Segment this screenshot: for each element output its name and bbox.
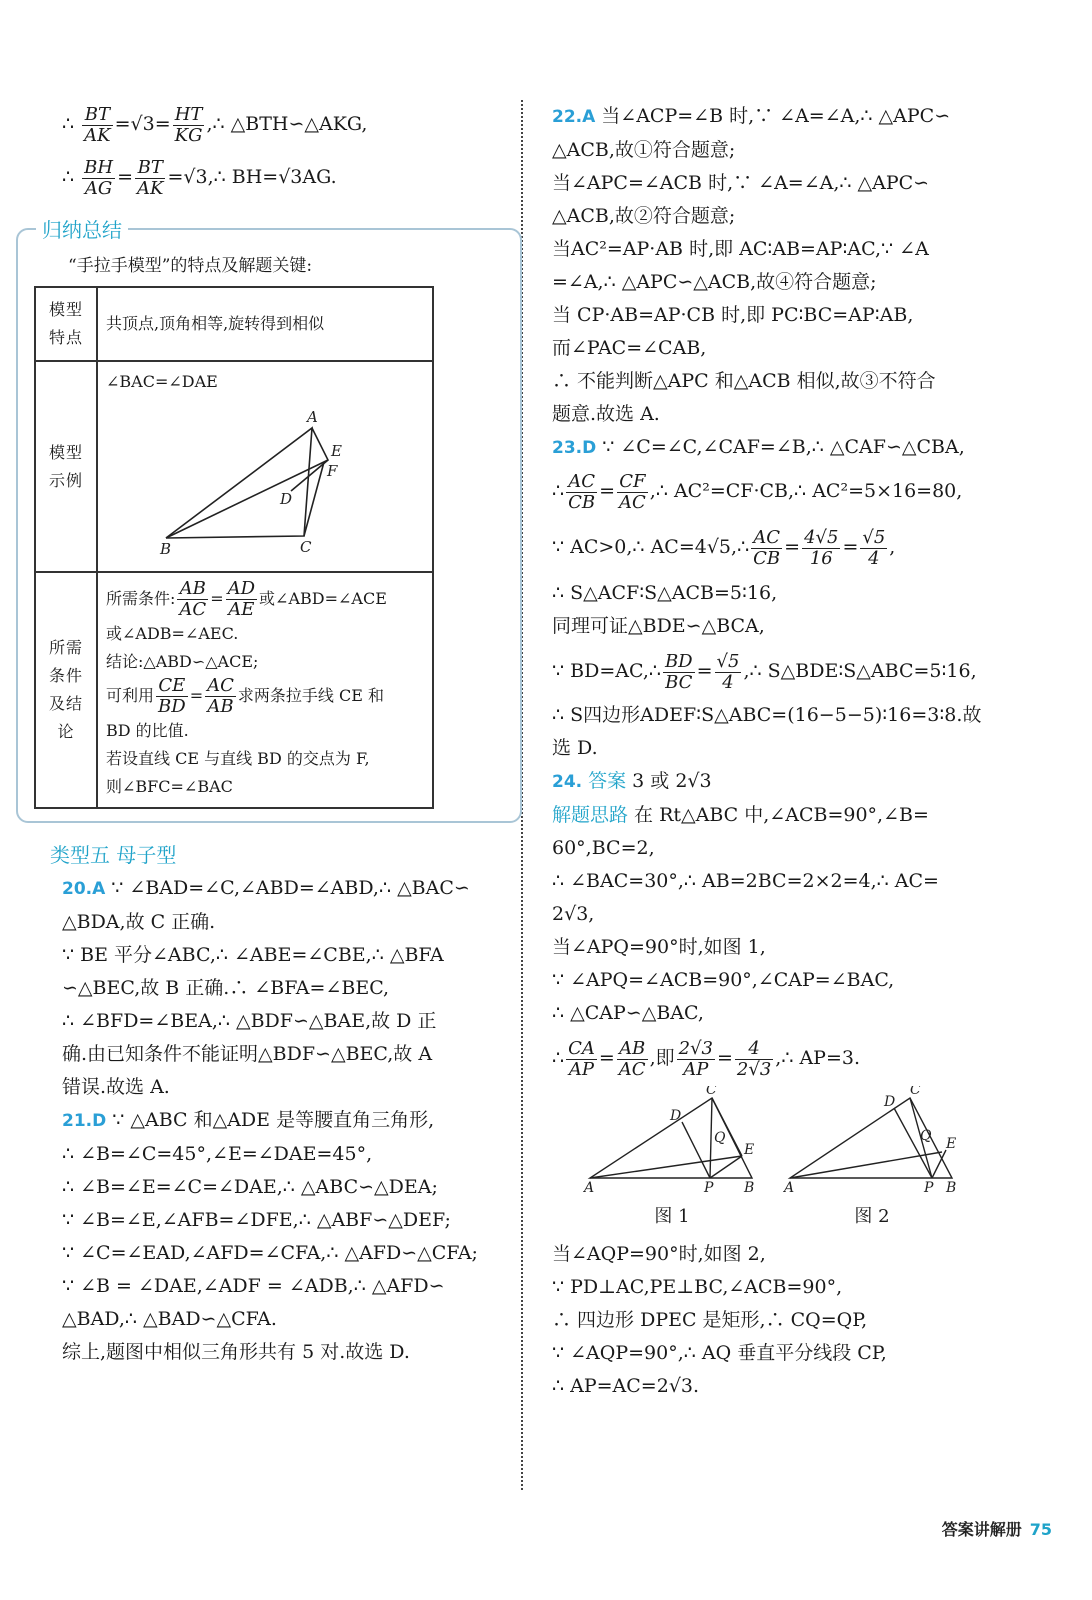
svg-text:C: C [910, 1086, 921, 1098]
footer-label: 答案讲解册 [941, 1520, 1022, 1539]
svg-text:E: E [946, 1136, 957, 1152]
figure-2-diagram [782, 1086, 962, 1196]
question-number: 23.D [552, 438, 597, 458]
svg-text:B: B [744, 1180, 755, 1196]
svg-text:P: P [704, 1180, 714, 1196]
question-number: 22.A [552, 107, 596, 127]
svg-text:A: A [784, 1180, 795, 1196]
question-number: 24. [552, 772, 583, 792]
fraction: $\frac{BT}{AK}$ [84, 103, 111, 146]
fraction: $\frac{CF}{AC}$ [619, 470, 646, 513]
fraction: $\frac{AC}{AB}$ [207, 675, 234, 717]
fraction: $\frac{AD}{AE}$ [227, 578, 256, 620]
question-23: 23.D ∵ ∠C=∠C,∠CAF=∠B,∴ △CAF∽△CBA, ∴ $\frac{AC}{CB}$ = $\frac{CF}{AC}$ ,∴ AC²=CF·CB,∴ AC²=5×16=80, ∵ AC>0,∴ AC=4√5,∴ $\frac{AC}{CB}$ = $\frac{4√5}{16}$ = $\frac{√5}{4}$ , ∴ S△ACF∶S△ACB=5∶16, 同理可证△BDE∽△BCA, ∵ BD=AC,∴ $\frac{BD}{BC}$ = $\frac{√5}{4}$ ,∴ S△BDE∶S△ABC=5∶16, ∴ S四边形ADEF∶S△ABC=(16−5−5)∶16=3∶8.故 选 D. [552, 436, 982, 759]
model-table [34, 286, 434, 809]
question-20: 20.A ∵ ∠BAD=∠C,∠ABD=∠ABD,∴ △BAC∽ △BDA,故 C 正确. ∵ BE 平分∠ABC,∴ ∠ABE=∠CBE,∴ △BFA ∽△BEC,故 B 正确.∴ ∠BFA=∠BEC, ∴ ∠BFD=∠BEA,∴ △BDF∽△BAE,故 D 正 确.由已知条件不能证明△BDF∽△BEC,故 A 错误.故选 A. [62, 877, 470, 1098]
svg-text:B: B [946, 1180, 957, 1196]
idea-label: 解题思路 [552, 804, 629, 826]
fraction: $\frac{BD}{BC}$ [664, 650, 693, 693]
svg-text:Q: Q [920, 1128, 932, 1144]
triangle-abc [166, 428, 312, 538]
fraction: $\frac{√5}{4}$ [716, 650, 740, 693]
figure-1 [582, 1086, 762, 1228]
answer-label: 答案 [588, 770, 627, 792]
label-b: B [160, 540, 172, 556]
fraction: $\frac{2√3}{AP}$ [678, 1037, 713, 1080]
table-row [35, 287, 433, 361]
fraction: $\frac{√5}{4}$ [862, 526, 886, 569]
fraction: $\frac{BT}{AK}$ [137, 156, 164, 199]
continuation-line-2: ∴ $\frac{BH}{AG}$ = $\frac{BT}{AK}$ =√3,∴ BH=√3AG. [62, 156, 337, 199]
label-e: E [331, 442, 342, 460]
page-number: 75 [1029, 1520, 1052, 1539]
table-row [35, 572, 433, 808]
svg-text:C: C [706, 1086, 717, 1098]
page-footer [942, 1517, 1052, 1540]
svg-text:D: D [884, 1094, 896, 1110]
fraction: $\frac{AB}{AC}$ [618, 1037, 646, 1080]
figure-1-diagram [582, 1086, 762, 1196]
question-24: 24. 答案 3 或 2√3 解题思路 在 Rt△ABC 中,∠ACB=90°,∠B= 60°,BC=2, ∴ ∠BAC=30°,∴ AB=2BC=2×2=4,∴ AC= 2√3, 当∠APQ=90°时,如图 1, ∵ ∠APQ=∠ACB=90°,∠CAP=∠BAC, ∴ △CAP∽△BAC, ∴ $\frac{CA}{AP}$ = $\frac{AB}{AC}$ ,即 $\frac{2√3}{AP}$ = $\frac{4}{2√3}$ ,∴ AP=3. A C D Q E P B 图 1 A C D Q E P B 图 2 当∠AQP=90°时,如图 2, ∵ PD⊥AC,PE⊥BC,∠ACB=90°, ∴ 四边形 DPEC 是矩形,∴ CQ=QP, ∵ ∠AQP=90°,∴ AQ 垂直平分线段 CP, ∴ AP=AC=2√3. [552, 765, 1014, 1403]
svg-text:D: D [670, 1108, 682, 1124]
fraction: $\frac{4√5}{16}$ [804, 526, 839, 569]
figure-1-caption: 图 1 [654, 1206, 690, 1227]
row-head: 所需条件及结论 [35, 572, 97, 808]
row-head: 模型特点 [35, 287, 97, 361]
label-d: D [280, 490, 293, 508]
summary-title: 归纳总结 [36, 214, 128, 243]
fraction: $\frac{AC}{CB}$ [753, 526, 781, 569]
right-column [552, 100, 1014, 1403]
fraction: $\frac{CA}{AP}$ [568, 1037, 595, 1080]
fraction: $\frac{HT}{KG}$ [174, 103, 203, 146]
question-22: 22.A 当∠ACP=∠B 时,∵ ∠A=∠A,∴ △APC∽ △ACB,故①符合题意; 当∠APC=∠ACB 时,∵ ∠A=∠A,∴ △APC∽ △ACB,故②符合题意; 当AC²=AP·AB 时,即 AC∶AB=AP∶AC,∵ ∠A =∠A,∴ △APC∽△ACB,故④符合题意; 当 CP·AB=AP·CB 时,即 PC∶BC=AP∶AB, 而∠PAC=∠CAB, ∴ 不能判断△APC 和△ACB 相似,故③不符合 题意.故选 A. [552, 105, 951, 425]
summary-intro: “手拉手模型”的特点及解题关键: [68, 256, 313, 276]
row-body: 所需条件: $\frac{AB}{AC}$ = $\frac{AD}{AE}$ 或∠ABD=∠ACE 或∠ADB=∠AEC. 结论:△ABD∽△ACE; 可利用 $\frac{CE}{BD}$ = $\frac{AC}{AB}$ 求两条拉手线 CE 和 BD 的比值. 若设直线 CE 与直线 BD 的交点为 F, 则∠BFC=∠BAC [97, 572, 433, 808]
figure-2-caption: 图 2 [854, 1206, 890, 1227]
section-title: 类型五 母子型 [50, 843, 177, 867]
fraction: $\frac{CE}{BD}$ [158, 675, 186, 717]
table-row [35, 361, 433, 572]
question-number: 20.A [62, 879, 106, 899]
label-c: C [300, 538, 312, 556]
svg-text:Q: Q [714, 1130, 726, 1146]
label-f: F [327, 462, 338, 480]
svg-text:P: P [924, 1180, 934, 1196]
hand-in-hand-figure [106, 396, 366, 556]
line-be [166, 460, 328, 538]
fraction: $\frac{BH}{AG}$ [84, 156, 114, 199]
question-number: 21.D [62, 1111, 107, 1131]
summary-box [16, 218, 522, 823]
continuation-line-1: ∴ $\frac{BT}{AK}$ =√3= $\frac{HT}{KG}$ ,∴ △BTH∽△AKG, [62, 103, 368, 146]
label-a: A [307, 408, 318, 426]
model-condition: ∠BAC=∠DAE [106, 372, 218, 391]
row-body [97, 361, 433, 572]
svg-text:E: E [744, 1142, 755, 1158]
fraction: $\frac{4}{2√3}$ [736, 1037, 772, 1080]
figure-2 [782, 1086, 962, 1228]
row-head: 模型示例 [35, 361, 97, 572]
fraction: $\frac{AC}{CB}$ [568, 470, 596, 513]
left-column [42, 100, 510, 1369]
row-body: 共顶点,顶角相等,旋转得到相似 [97, 287, 433, 361]
question-21: 21.D ∵ △ABC 和△ADE 是等腰直角三角形, ∴ ∠B=∠C=45°,∠E=∠DAE=45°, ∴ ∠B=∠E=∠C=∠DAE,∴ △ABC∽△DEA; ∵ ∠B=∠E,∠AFB=∠DFE,∴ △ABF∽△DEF; ∵ ∠C=∠EAD,∠AFD=∠CFA,∴ △AFD∽△CFA; ∵ ∠B = ∠DAE,∠ADF = ∠ADB,∴ △AFD∽ △BAD,∴ △BAD∽△CFA. 综上,题图中相似三角形共有 5 对.故选 D. [62, 1109, 478, 1363]
fraction: $\frac{AB}{AC}$ [179, 578, 207, 620]
figure-row [572, 1086, 972, 1228]
svg-text:A: A [584, 1180, 595, 1196]
